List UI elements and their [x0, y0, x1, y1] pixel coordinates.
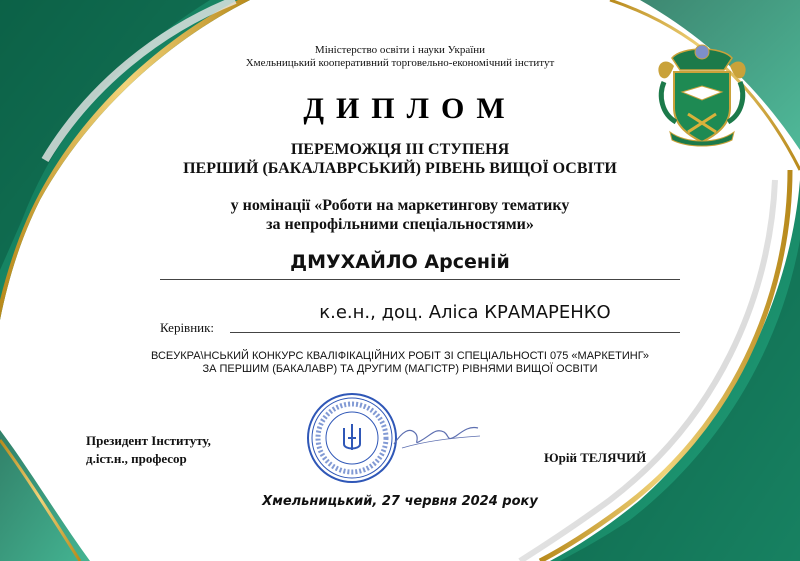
contest-line-2: ЗА ПЕРШИМ (БАКАЛАВР) ТА ДРУГИМ (МАГІСТР) РІВНЯМИ ВИЩОЇ ОСВІТИ [202, 363, 598, 375]
contest-info [0, 350, 800, 376]
ministry-line: Міністерство освіти і науки України [314, 44, 486, 56]
winner-name: ДМУХАЙЛО Арсеній [290, 251, 510, 273]
advisor-name: к.е.н., доц. Аліса КРАМАРЕНКО [319, 302, 611, 323]
advisor-label: Керівник: [160, 320, 215, 335]
place-date: Хмельницький, 27 червня 2024 року [262, 494, 538, 509]
ministry-header [0, 44, 800, 70]
signer-name: Юрій ТЕЛЯЧИЙ [544, 450, 647, 465]
award-level [0, 140, 800, 178]
institute-line: Хмельницький кооперативний торговельно-економічний інститут [245, 57, 555, 69]
contest-line-1: ВСЕУКРА\НСЬКИЙ КОНКУРС КВАЛІФІКАЦІЙНИХ РОБІТ ЗІ СПЕЦІАЛЬНОСТІ 075 «МАРКЕТИНГ» [150, 350, 650, 362]
president-line-1: Президент Інституту, [86, 433, 211, 448]
president-line-2: д.іст.н., професор [86, 451, 187, 466]
nomination-line-2: за непрофільними спеціальностями» [266, 216, 534, 233]
name-underline [160, 279, 680, 280]
president-title [86, 432, 211, 468]
award-line-2: ПЕРШИЙ (БАКАЛАВРСЬКИЙ) РІВЕНЬ ВИЩОЇ ОСВІТИ [183, 160, 617, 177]
advisor-underline [230, 332, 680, 333]
nomination [0, 196, 800, 234]
trident-icon [344, 424, 360, 450]
award-line-1: ПЕРЕМОЖЦЯ ІІІ СТУПЕНЯ [290, 141, 510, 158]
signature-mark [392, 418, 482, 452]
nomination-line-1: у номінації «Роботи на маркетингову тематику [230, 197, 570, 214]
diploma-title: ДИПЛОМ [303, 92, 517, 125]
seal-stamp-icon [306, 392, 398, 484]
